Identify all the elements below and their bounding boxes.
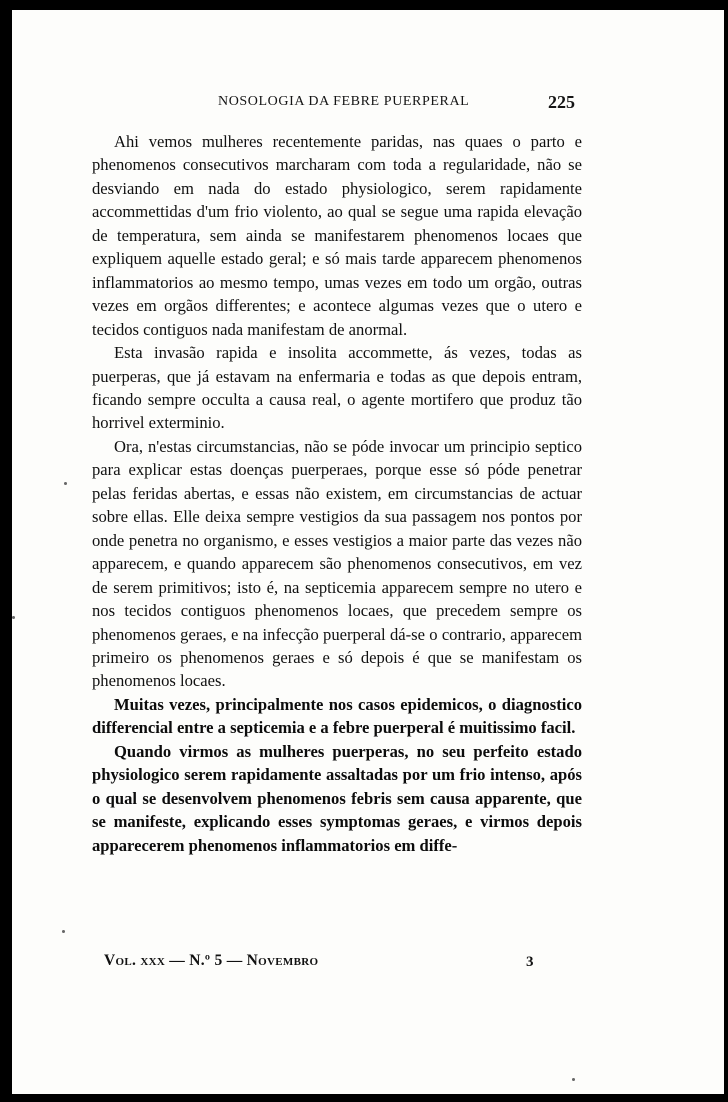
scan-speck [572,1078,575,1081]
paragraph-5: Quando virmos as mulheres puerperas, no seu perfeito estado physiologico serem rapidamente assaltadas por um frio intenso, após o qual se desenvolvem phenomenos febris sem causa apparente, que se manifeste, explicando esses symptomas geraes, e virmos depois apparecerem phenomenos inflammatorios em diffe- [92,741,582,855]
page-header [12,92,724,116]
scan-speck [62,930,65,933]
book-page [12,10,724,1094]
body-text [92,130,582,857]
scan-speck [64,482,67,485]
signature-mark: 3 [526,954,534,970]
paragraph-2: Esta invasão rapida e insolita accommette, ás vezes, todas as puerperas, que já estavam na enfermaria e todas as que depois entram, ficando sempre occulta a causa real, o agente mortifero que produz tão horrivel exterminio. [92,343,582,433]
page-number: 225 [548,92,575,112]
paragraph-1: Ahi vemos mulheres recentemente paridas, nas quaes o parto e phenomenos consecutivos marcharam com toda a regularidade, não se desviando em nada do estado physiologico, serem rapidamente accommettidas d'um frio violento, ao qual se segue uma rapida elevação de temperatura, sem ainda se manifestarem phenomenos locaes que expliquem aquelle estado geral; e só mais tarde apparecem phenomenos inflammatorios ao mesmo tempo, umas vezes em todo um orgão, outras vezes em orgãos differentes; e acontece algumas vezes que o utero e tecidos contiguos nada manifestam de anormal. [92,132,582,339]
volume-line: Vol. xxx — N.º 5 — Novembro [104,952,319,969]
paragraph-4: Muitas vezes, principalmente nos casos epidemicos, o diagnostico differencial entre a septicemia e a febre puerperal é muitissimo facil. [92,694,582,738]
paragraph-3: Ora, n'estas circumstancias, não se póde invocar um principio septico para explicar estas doenças puerperaes, porque esse só póde penetrar pelas feridas abertas, e essas não existem, em circumstancias de actuar sobre ellas. Elle deixa sempre vestigios da sua passagem nos pontos por onde penetra no organismo, e esses vestigios a maior parte das vezes não apparecem, e quando apparecem são phenomenos consecutivos, em vez de serem primitivos; isto é, na septicemia apparecem sempre no utero e nos tecidos contiguos phenomenos locaes, que precedem sempre os phenomenos geraes, e na infecção puerperal dá-se o contrario, apparecem primeiro os phenomenos geraes e só depois é que se manifestam os phenomenos locaes. [92,436,582,691]
running-title: NOSOLOGIA DA FEBRE PUERPERAL [218,94,470,109]
scan-speck [12,616,15,619]
page-footer [12,952,724,976]
